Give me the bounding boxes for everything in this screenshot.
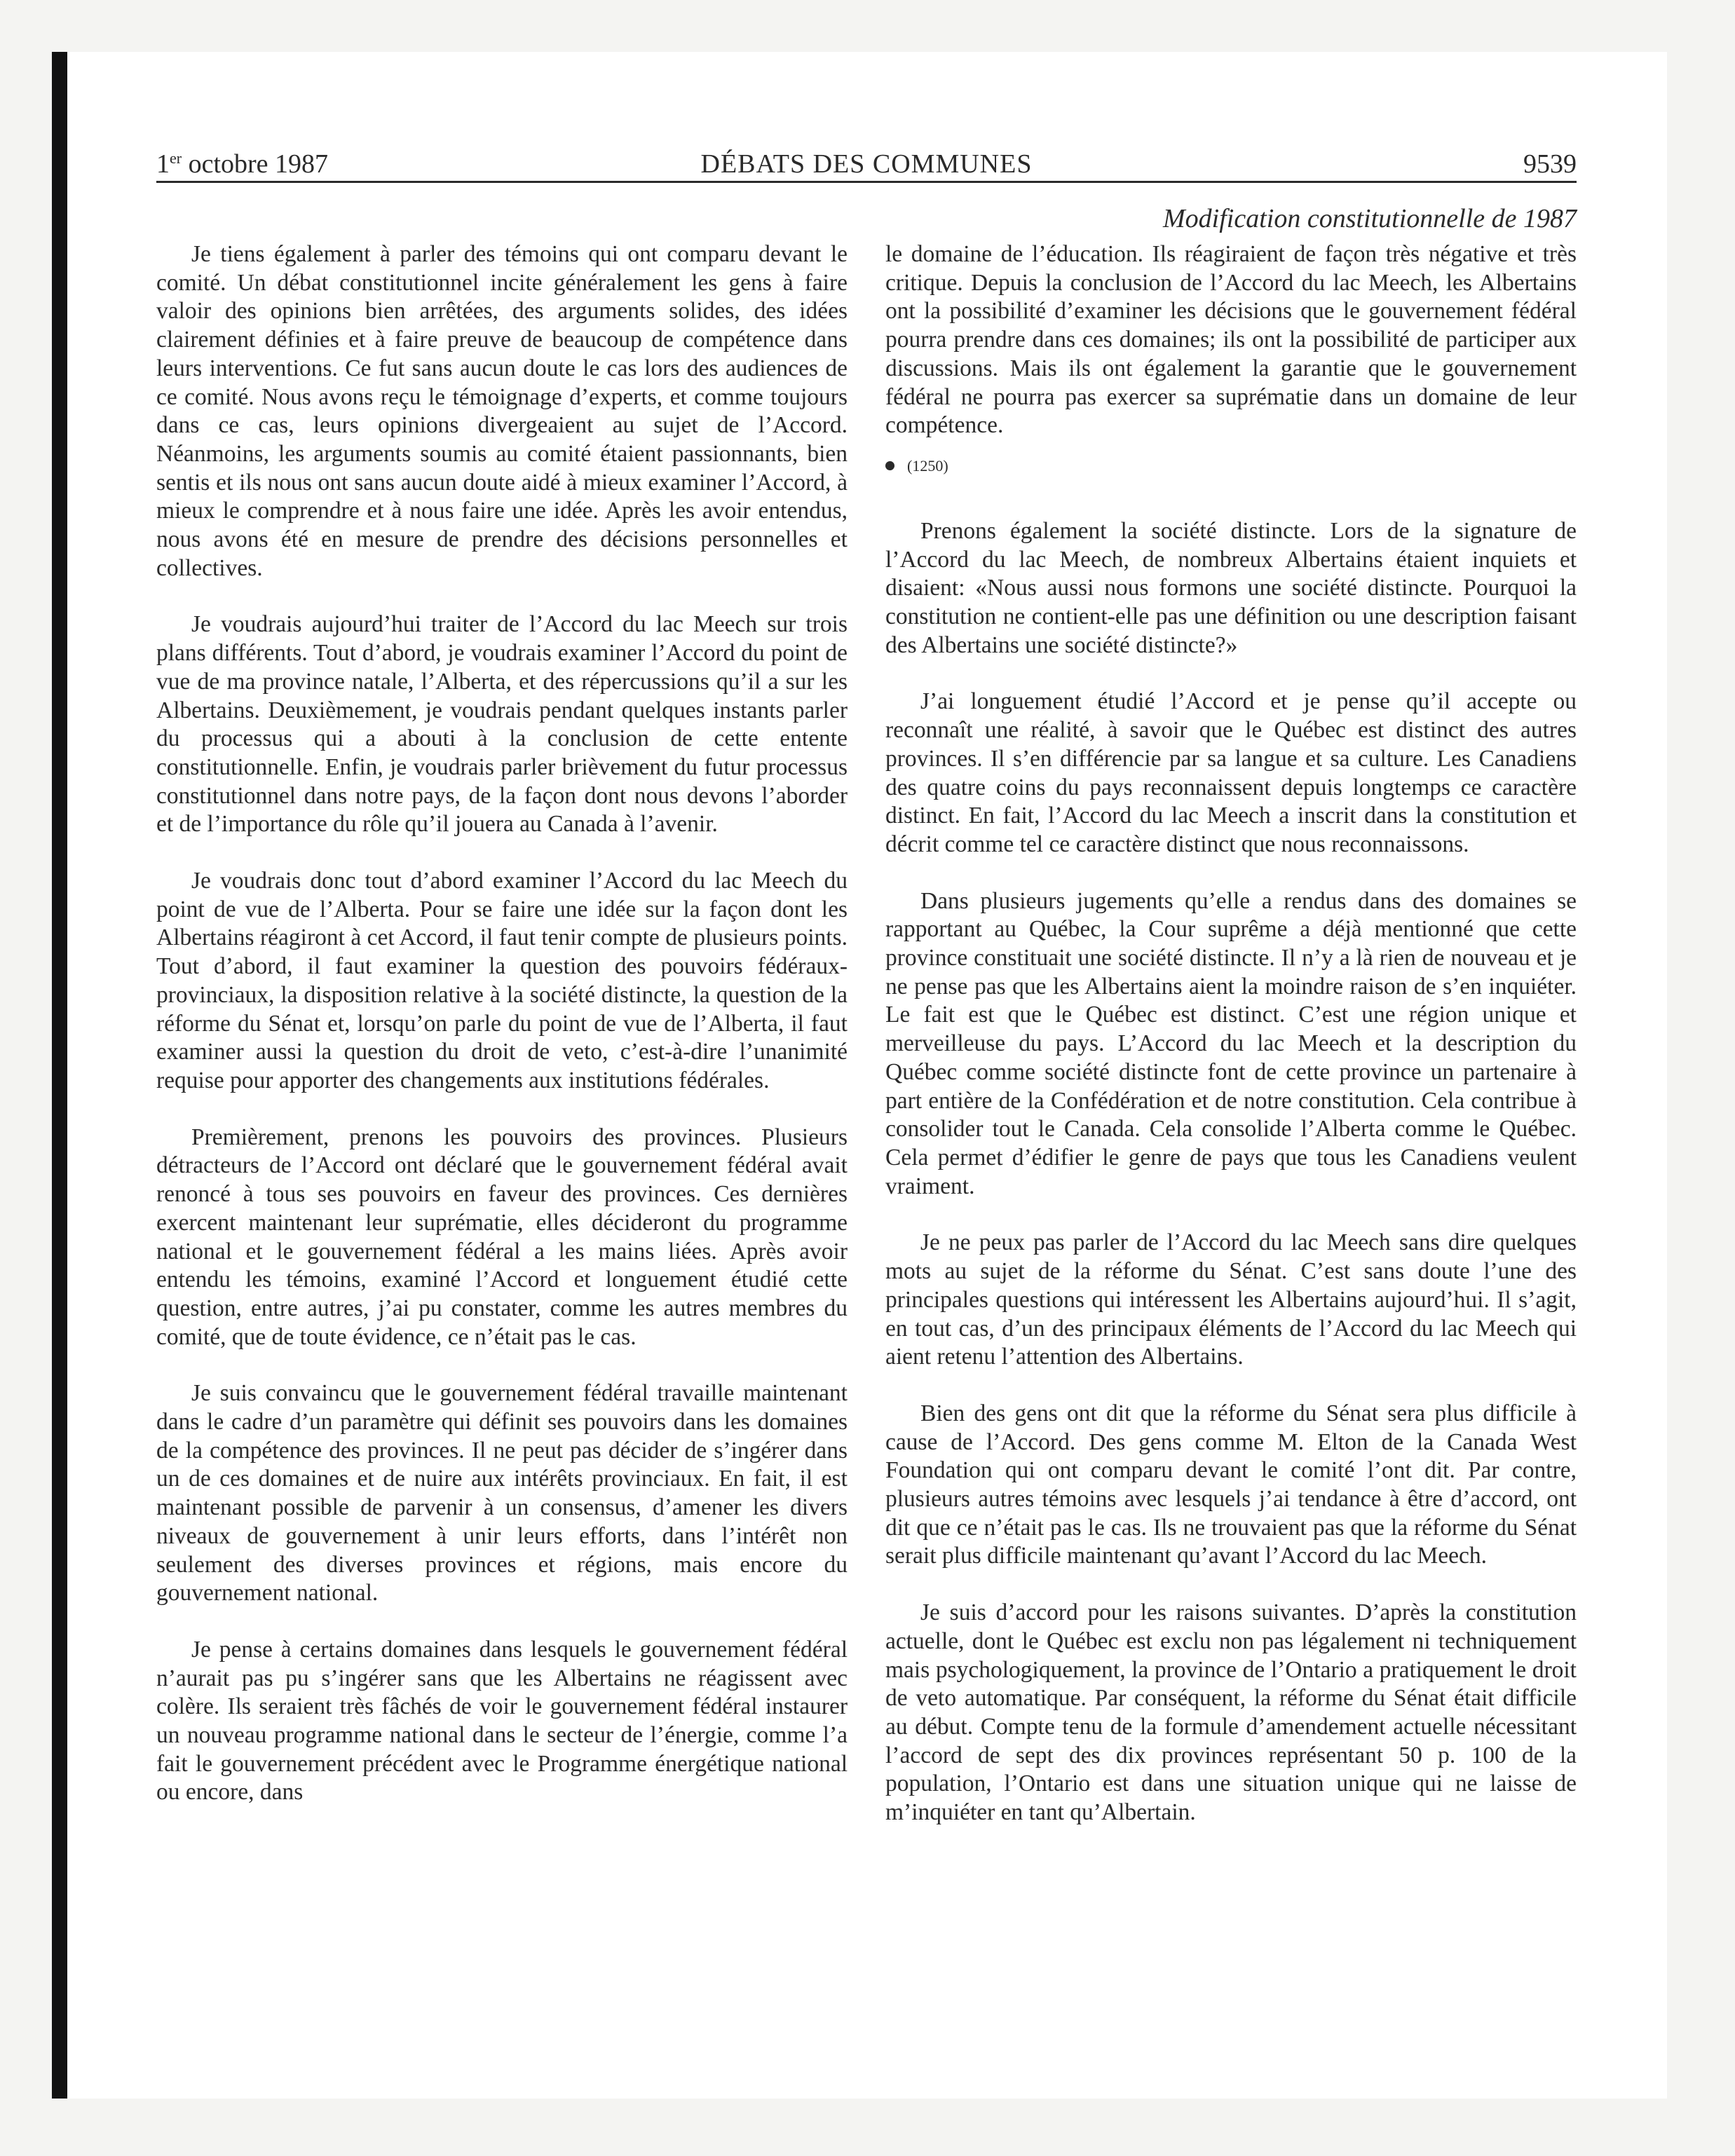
paragraph: Je ne peux pas parler de l’Accord du lac Meech sans dire quelques mots au sujet de la réforme du Sénat. C’est sans doute l’une des principales questions qui intéressent les Albertains aujourd’hui. Il s’agit, en tout cas, d’un des principaux éléments de l’Accord du lac Meech qui aient retenu l’attention des Albertains. — [885, 1229, 1577, 1370]
paragraph: J’ai longuement étudié l’Accord et je pense qu’il accepte ou reconnaît une réalité, à savoir que le Québec est distinct des autres provinces. Il s’en différencie par sa langue et sa culture. Les Canadiens des quatre coins du pays reconnaissent depuis longtemps ce caractère distinct. En fait, l’Accord du lac Meech a inscrit dans la constitution et décrit comme tel ce caractère distinct que nous reconnaissons. — [885, 688, 1577, 857]
section-subheading: Modification constitutionnelle de 1987 — [1163, 204, 1577, 233]
date-ordinal: er — [170, 149, 182, 167]
scan-edge — [52, 52, 67, 2099]
paragraph: Je voudrais aujourd’hui traiter de l’Accord du lac Meech sur trois plans différents. Tout d’abord, je voudrais examiner l’Accord du point de vue de ma province natale, l’Alberta, et des répercussions qu’il a sur les Albertains. Deuxièmement, je voudrais pendant quelques instants parler du processus qui a abouti à la conclusion de cette entente constitutionnelle. Enfin, je voudrais parler brièvement du futur processus constitutionnel dans notre pays, de la façon dont nous devons l’aborder et de l’importance du rôle qu’il jouera au Canada à l’avenir. — [156, 611, 848, 838]
paragraph-continuation: le domaine de l’éducation. Ils réagiraient de façon très négative et très critique. Depuis la conclusion de l’Accord du lac Meech, les Albertains ont la possibilité d’examiner les décisions que le gouvernement fédéral pourra prendre dans ces domaines; ils ont la possibilité de participer aux discussions. Mais ils ont également la garantie que le gouvernement fédéral ne pourra pas exercer sa suprématie dans un domaine de leur compétence. — [885, 241, 1577, 439]
paragraph: Je pense à certains domaines dans lesquels le gouvernement fédéral n’aurait pas pu s’ingérer sans que les Albertains ne réagissent avec colère. Ils seraient très fâchés de voir le gouvernement fédéral instaurer un nouveau programme national dans le secteur de l’énergie, comme l’a fait le gouvernement précédent avec le Programme énergétique national ou encore, dans — [156, 1636, 848, 1806]
paragraph: Je voudrais donc tout d’abord examiner l’Accord du lac Meech du point de vue de l’Alberta. Pour se faire une idée sur la façon dont les Albertains réagiront à cet Accord, il faut tenir compte de plusieurs points. Tout d’abord, il faut examiner la question des pouvoirs fédéraux-provinciaux, la disposition relative à la société distincte, la question de la réforme du Sénat et, lorsqu’on parle du point de vue de l’Alberta, il faut examiner aussi la question du droit de veto, c’est-à-dire l’unanimité requise pour apporter des changements aux institutions fédérales. — [156, 868, 848, 1093]
paragraph: Premièrement, prenons les pouvoirs des provinces. Plusieurs détracteurs de l’Accord ont déclaré que le gouvernement fédéral avait renoncé à tous ses pouvoirs en faveur des provinces. Ces dernières exercent maintenant leur suprématie, elles décideront du programme national et le gouvernement fédéral a les mains liées. Après avoir entendu les témoins, examiné l’Accord et longuement étudié cette question, entre autres, j’ai pu constater, comme les autres membres du comité, que de toute évidence, ce n’était pas le cas. — [156, 1124, 848, 1350]
bullet-dot-icon — [885, 461, 894, 470]
right-column — [885, 240, 1577, 1855]
publication-title: DÉBATS DES COMMUNES — [700, 149, 1033, 179]
paragraph: Bien des gens ont dit que la réforme du Sénat sera plus difficile à cause de l’Accord. Des gens comme M. Elton de la Canada West Foundation qui ont comparu devant le comité l’ont dit. Par contre, plusieurs autres témoins avec lesquels j’ai tendance à être d’accord, ont dit que ce n’était pas le cas. Ils ne trouvaient pas que la réforme du Sénat serait plus difficile maintenant qu’avant l’Accord du lac Meech. — [885, 1400, 1577, 1569]
page-header — [156, 149, 1577, 179]
paragraph: Prenons également la société distincte. Lors de la signature de l’Accord du lac Meech, de nombreux Albertains étaient inquiets et disaient: «Nous aussi nous formons une société distincte. Pourquoi la constitution ne contient-elle pas une définition ou une description faisant des Albertains une société distincte?» — [885, 517, 1577, 658]
paragraph: Dans plusieurs jugements qu’elle a rendus dans des domaines se rapportant au Québec, la Cour suprême a déjà mentionné que cette province constituait une société distincte. Il n’y a là rien de nouveau et je ne pense pas que les Albertains aient la moindre raison de s’en inquiéter. Le fait est que le Québec est distinct. C’est une région unique et merveilleuse du pays. L’Accord du lac Meech et la description du Québec comme société distincte font de cette province un partenaire à part entière de la Confédération et de notre constitution. Cela contribue à consolider tout le Canada. Cela consolide l’Alberta comme le Québec. Cela permet d’édifier le genre de pays que tous les Canadiens veulent vraiment. — [885, 887, 1577, 1199]
date-month-year: octobre 1987 — [182, 149, 329, 179]
paragraph: Je tiens également à parler des témoins qui ont comparu devant le comité. Un débat constitutionnel incite généralement les gens à faire valoir des opinions bien arrêtées, des arguments solides, des idées clairement définies et à faire preuve de beaucoup de compétence dans leurs interventions. Ce fut sans aucun doute le cas lors des audiences de ce comité. Nous avons reçu le témoignage d’experts, et comme toujours dans ce cas, leurs opinions divergeaient au sujet de l’Accord. Néanmoins, les arguments soumis au comité étaient passionnants, bien sentis et ils nous ont sans aucun doute aidé à mieux examiner l’Accord, à mieux le comprendre et à nous faire une idée. Après les avoir entendus, nous avons été en mesure de prendre des décisions personnelles et collectives. — [156, 241, 848, 581]
paragraph: Je suis convaincu que le gouvernement fédéral travaille maintenant dans le cadre d’un paramètre qui définit ses pouvoirs dans les domaines de la compétence des provinces. Il ne peut pas décider de s’ingérer dans un de ces domaines et de nuire aux intérêts provinciaux. En fait, il est maintenant possible de parvenir à un consensus, d’amener les divers niveaux de gouvernement à unir leurs efforts, dans l’intérêt non seulement des diverses provinces et régions, mais encore du gouvernement national. — [156, 1380, 848, 1606]
left-column — [156, 240, 848, 1835]
header-rule — [156, 181, 1577, 183]
paragraph: Je suis d’accord pour les raisons suivantes. D’après la constitution actuelle, dont le Québec est exclu non pas légalement ni techniquement mais psychologiquement, la province de l’Ontario a pratiquement le droit de veto automatique. Par conséquent, la réforme du Sénat était difficile au début. Compte tenu de la formule d’amendement actuelle nécessitant l’accord de sept des dix provinces représentant 50 p. 100 de la population, l’Ontario est dans une situation unique qui ne laisse de m’inquiéter en tant qu’Albertain. — [885, 1599, 1577, 1826]
date-day: 1 — [156, 149, 170, 179]
time-marker — [885, 456, 1577, 477]
time-marker-text: (1250) — [907, 456, 948, 475]
page-number: 9539 — [1523, 149, 1577, 179]
